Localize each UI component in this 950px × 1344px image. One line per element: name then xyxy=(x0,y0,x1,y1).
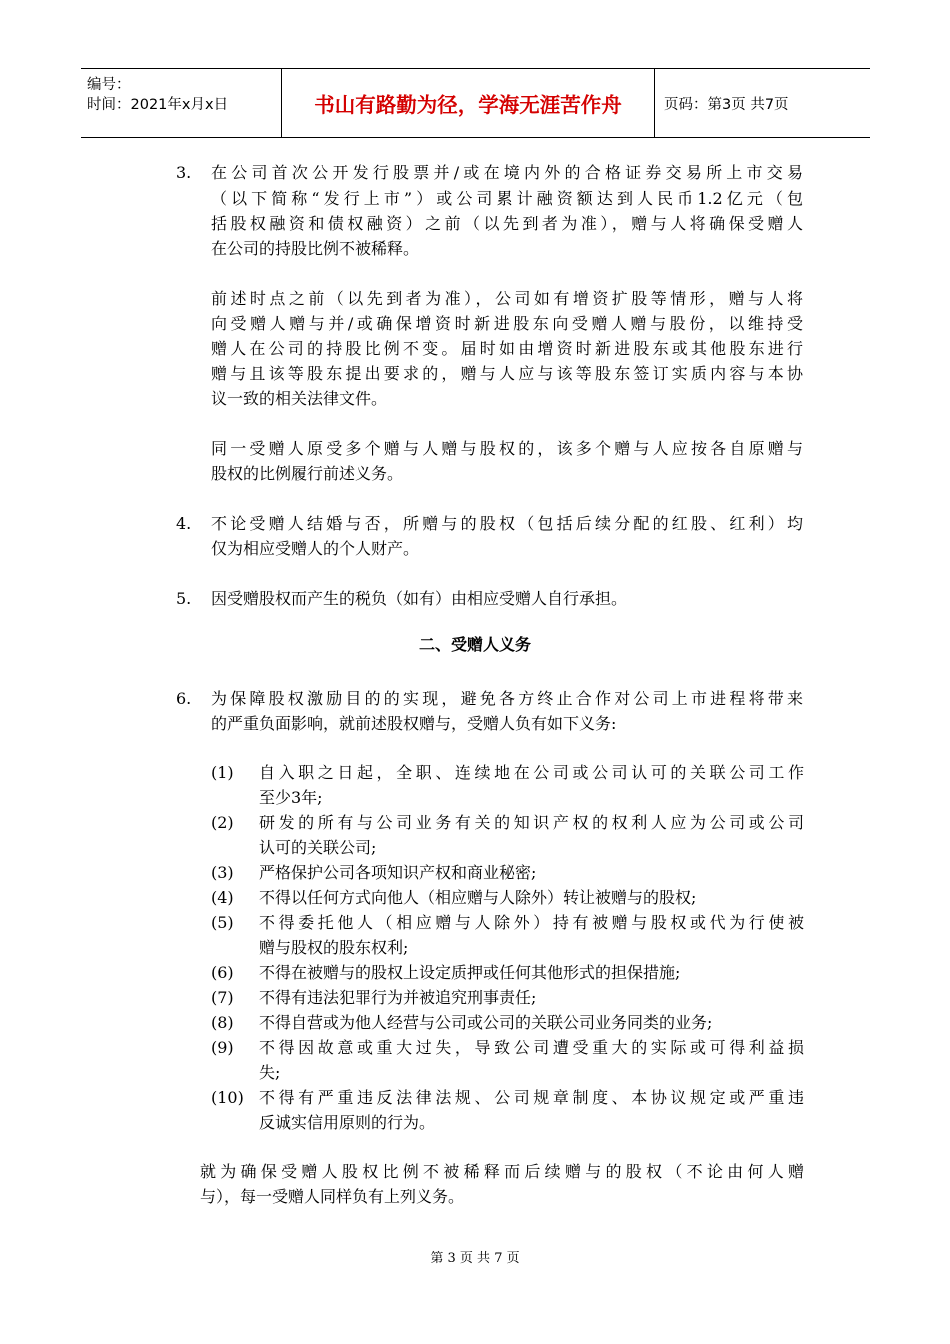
document-date-label: 时间：2021年x月x日 xyxy=(87,97,229,113)
sub-item-number: (8) xyxy=(211,1013,234,1032)
paragraph-line: 为保障股权激励目的的实现，避免各方终止合作对公司上市进程将带来 xyxy=(211,689,803,708)
paragraph-line: 赠人在公司的持股比例不变。届时如由增资时新进股东或其他股东进行 xyxy=(211,339,803,358)
sub-item-line: 不得有违法犯罪行为并被追究刑事责任; xyxy=(259,988,537,1007)
sub-item-line: 不得因故意或重大过失，导致公司遭受重大的实际或可得利益损 xyxy=(259,1038,804,1057)
sub-item-number: (3) xyxy=(211,863,234,882)
sub-item-line: 至少3年; xyxy=(259,788,323,807)
paragraph-line: 在公司首次公开发行股票并/或在境内外的合格证券交易所上市交易 xyxy=(211,163,803,182)
sub-item-number: (9) xyxy=(211,1038,234,1057)
paragraph-line: 股权的比例履行前述义务。 xyxy=(211,464,404,483)
sub-item-line: 认可的关联公司; xyxy=(259,838,377,857)
sub-item-number: (6) xyxy=(211,963,234,982)
header-motto: 书山有路勤为径，学海无涯苦作舟 xyxy=(282,69,655,137)
document-number-label: 编号： xyxy=(87,77,131,93)
item-number: 3. xyxy=(176,163,192,182)
header-page-label: 页码：第3页 共7页 xyxy=(664,96,789,113)
item-number: 6. xyxy=(176,689,192,708)
header-meta-cell xyxy=(81,69,282,137)
paragraph-line: 议一致的相关法律文件。 xyxy=(211,389,388,408)
paragraph-line: 赠与且该等股东提出要求的，赠与人应与该等股东签订实质内容与本协 xyxy=(211,364,803,383)
paragraph-line: 前述时点之前（以先到者为准），公司如有增资扩股等情形，赠与人将 xyxy=(211,289,803,308)
sub-item-line: 失; xyxy=(259,1063,281,1082)
sub-item-line: 严格保护公司各项知识产权和商业秘密; xyxy=(259,863,537,882)
sub-item-number: (10) xyxy=(211,1088,244,1107)
paragraph-line: （以下简称“发行上市”）或公司累计融资额达到人民币1.2亿元（包 xyxy=(211,189,803,208)
paragraph-line: 括股权融资和债权融资）之前（以先到者为准），赠与人将确保受赠人 xyxy=(211,214,803,233)
section-heading: 二、受赠人义务 xyxy=(418,635,531,654)
page-header xyxy=(81,68,870,138)
closing-line: 与），每一受赠人同样负有上列义务。 xyxy=(200,1187,465,1206)
paragraph-line: 的严重负面影响，就前述股权赠与，受赠人负有如下义务: xyxy=(211,714,617,733)
paragraph-line: 因受赠股权而产生的税负（如有）由相应受赠人自行承担。 xyxy=(211,589,628,608)
sub-item-line: 不得以任何方式向他人（相应赠与人除外）转让被赠与的股权; xyxy=(259,888,697,907)
sub-item-number: (7) xyxy=(211,988,234,1007)
sub-item-line: 不得在被赠与的股权上设定质押或任何其他形式的担保措施; xyxy=(259,963,681,982)
sub-item-line: 研发的所有与公司业务有关的知识产权的权利人应为公司或公司 xyxy=(259,813,804,832)
sub-item-line: 不得委托他人（相应赠与人除外）持有被赠与股权或代为行使被 xyxy=(259,913,804,932)
sub-item-number: (5) xyxy=(211,913,234,932)
page-footer: 第 3 页 共 7 页 xyxy=(430,1251,520,1266)
paragraph-line: 仅为相应受赠人的个人财产。 xyxy=(211,539,420,558)
paragraph-line: 在公司的持股比例不被稀释。 xyxy=(211,239,420,258)
sub-item-number: (1) xyxy=(211,763,234,782)
sub-item-number: (4) xyxy=(211,888,234,907)
sub-item-number: (2) xyxy=(211,813,234,832)
sub-item-line: 自入职之日起，全职、连续地在公司或公司认可的关联公司工作 xyxy=(259,763,804,782)
sub-item-line: 不得自营或为他人经营与公司或公司的关联公司业务同类的业务; xyxy=(259,1013,713,1032)
paragraph-line: 向受赠人赠与并/或确保增资时新进股东向受赠人赠与股份，以维持受 xyxy=(211,314,803,333)
paragraph-line: 不论受赠人结婚与否，所赠与的股权（包括后续分配的红股、红利）均 xyxy=(211,514,803,533)
closing-line: 就为确保受赠人股权比例不被稀释而后续赠与的股权（不论由何人赠 xyxy=(200,1162,804,1181)
item-number: 5. xyxy=(176,589,192,608)
sub-item-line: 赠与股权的股东权利; xyxy=(259,938,409,957)
item-number: 4. xyxy=(176,514,192,533)
sub-item-line: 反诚实信用原则的行为。 xyxy=(259,1113,436,1132)
sub-item-line: 不得有严重违反法律法规、公司规章制度、本协议规定或严重违 xyxy=(259,1088,804,1107)
paragraph-line: 同一受赠人原受多个赠与人赠与股权的，该多个赠与人应按各自原赠与 xyxy=(211,439,803,458)
